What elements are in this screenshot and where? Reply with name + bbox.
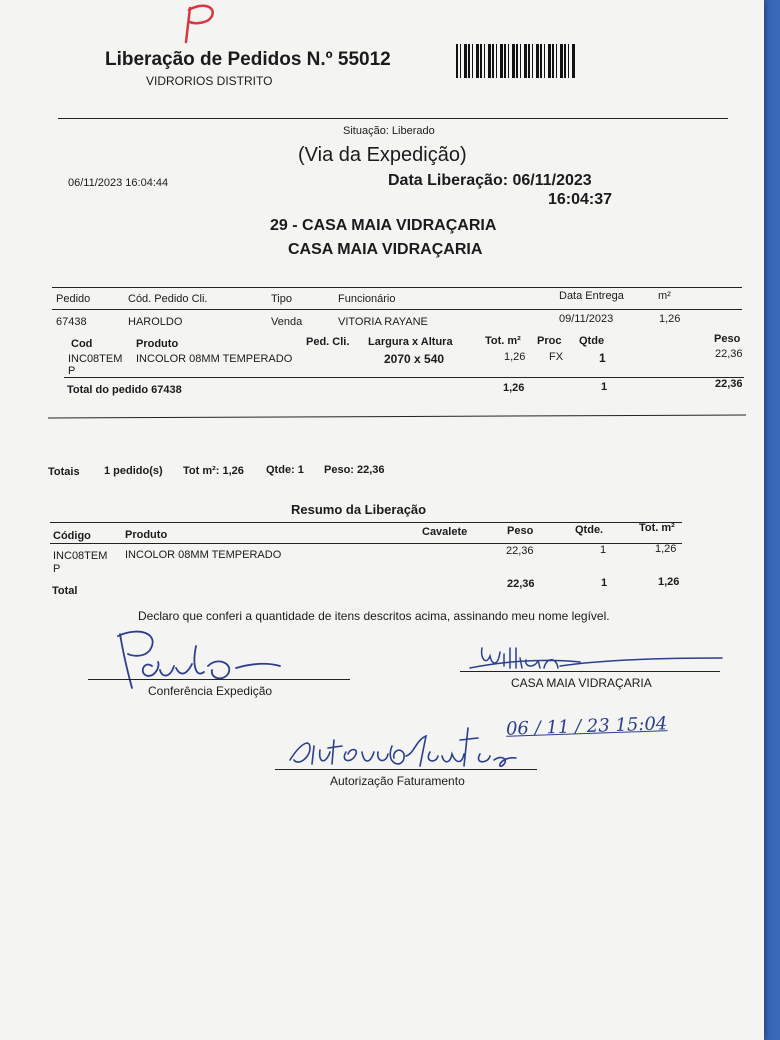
signature-line [88, 679, 350, 680]
via-label: (Via da Expedição) [298, 144, 467, 166]
summary-title: Resumo da Liberação [291, 502, 427, 517]
summary-total-m2: 1,26 [658, 576, 680, 588]
order-type: Venda [271, 316, 303, 328]
item-code-line-2: P [68, 365, 76, 377]
summary-header-cavalete: Cavalete [422, 526, 468, 538]
col-header-funcionario: Funcionário [338, 293, 396, 305]
order-employee: VITORIA RAYANE [338, 316, 428, 328]
signature-label-autorizacao: Autorização Faturamento [330, 774, 465, 788]
client-line-1: 29 - CASA MAIA VIDRAÇARIA [270, 217, 497, 234]
summary-header-produto: Produto [125, 529, 168, 541]
item-code-line-1: INC08TEM [68, 353, 123, 365]
item-header-produto: Produto [136, 338, 179, 350]
signature-conferencia [100, 626, 300, 692]
summary-total-label: Total [52, 585, 78, 597]
summary-total-qtde: 1 [601, 577, 608, 589]
col-header-pedido: Pedido [56, 293, 91, 305]
signature-autorizacao [280, 716, 540, 774]
order-total-label: Total do pedido 67438 [67, 384, 182, 396]
totals-qtde: Qtde: 1 [266, 464, 304, 476]
summary-header-tot-m2: Tot. m² [639, 522, 675, 534]
item-peso: 22,36 [715, 348, 743, 360]
document-title: Liberação de Pedidos N.º 55012 [105, 49, 391, 70]
divider [64, 377, 744, 378]
order-m2: 1,26 [659, 313, 681, 325]
divider [50, 543, 682, 544]
totals-m2: Tot m²: 1,26 [183, 465, 244, 477]
release-date: Data Liberação: 06/11/2023 [388, 172, 592, 189]
summary-qtde: 1 [600, 544, 607, 556]
col-header-m2: m² [658, 290, 671, 302]
release-time: 16:04:37 [548, 191, 613, 208]
red-handwritten-mark [172, 2, 232, 44]
totals-orders: 1 pedido(s) [104, 465, 163, 477]
signature-label-casa-maia: CASA MAIA VIDRAÇARIA [511, 676, 652, 690]
item-proc: FX [549, 351, 564, 363]
summary-code-line-1: INC08TEM [53, 550, 108, 562]
signature-label-conferencia: Conferência Expedição [148, 684, 273, 698]
order-total-m2: 1,26 [503, 382, 525, 394]
col-header-data-entrega: Data Entrega [559, 290, 624, 302]
summary-total-peso: 22,36 [507, 578, 535, 590]
summary-code-line-2: P [53, 563, 61, 575]
totals-weight: Peso: 22,36 [324, 464, 385, 476]
item-header-largura-altura: Largura x Altura [368, 336, 453, 348]
item-dimensions: 2070 x 540 [384, 352, 445, 366]
divider [52, 309, 742, 310]
divider [48, 414, 746, 418]
item-header-proc: Proc [537, 335, 562, 347]
order-total-peso: 22,36 [715, 378, 743, 390]
signature-casa-maia [460, 640, 730, 680]
company-name: VIDRORIOS DISTRITO [146, 74, 273, 88]
status-text: Situação: Liberado [343, 125, 435, 137]
summary-header-codigo: Código [53, 530, 91, 542]
totals-label: Totais [48, 466, 80, 478]
order-delivery-date: 09/11/2023 [559, 313, 614, 325]
item-header-peso: Peso [714, 333, 741, 345]
col-header-tipo: Tipo [271, 293, 292, 305]
order-number: 67438 [56, 316, 87, 328]
signature-line [460, 671, 720, 672]
divider [50, 522, 682, 523]
handwritten-date: 06 / 11 / 23 15:04 [505, 713, 668, 740]
item-header-ped-cli: Ped. Cli. [306, 336, 350, 348]
item-product: INCOLOR 08MM TEMPERADO [136, 353, 293, 365]
divider [52, 287, 742, 288]
col-header-cod-pedido-cli: Cód. Pedido Cli. [128, 293, 208, 305]
barcode [456, 44, 576, 78]
item-header-tot-m2: Tot. m² [485, 335, 521, 347]
declaration-text: Declaro que conferi a quantidade de itens descritos acima, assinando meu nome legível. [138, 609, 610, 623]
summary-product: INCOLOR 08MM TEMPERADO [125, 549, 282, 561]
summary-peso: 22,36 [506, 545, 534, 557]
summary-tot-m2: 1,26 [655, 543, 677, 555]
item-tot-m2: 1,26 [504, 351, 526, 363]
divider [58, 118, 728, 119]
item-header-qtde: Qtde [579, 335, 605, 347]
print-timestamp: 06/11/2023 16:04:44 [68, 177, 169, 189]
client-line-2: CASA MAIA VIDRAÇARIA [288, 241, 483, 258]
item-qtde: 1 [599, 351, 606, 365]
summary-header-peso: Peso [507, 525, 534, 537]
order-total-qtde: 1 [601, 381, 608, 393]
item-header-cod: Cod [71, 338, 93, 350]
order-client-code: HAROLDO [128, 316, 183, 328]
signature-line [275, 769, 537, 770]
summary-header-qtde: Qtde. [575, 524, 604, 536]
